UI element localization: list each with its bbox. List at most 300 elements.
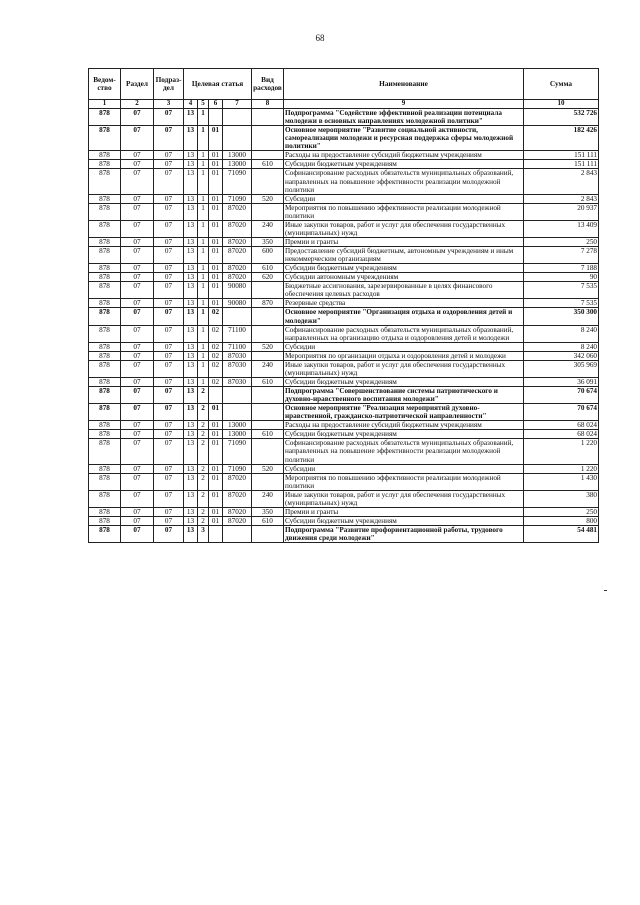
cell-razdel: 07 — [121, 109, 154, 126]
cell-program: 13 — [184, 109, 198, 126]
cell-sum: 70 674 — [524, 404, 599, 421]
cell-measure — [209, 387, 223, 404]
cell-sum: 342 060 — [524, 351, 599, 360]
cell-podrazdel: 07 — [154, 151, 184, 160]
scan-mark — [604, 590, 607, 591]
cell-razdel: 07 — [121, 516, 154, 525]
cell-program: 13 — [184, 299, 198, 308]
cell-program: 13 — [184, 169, 198, 194]
cell-measure: 01 — [209, 151, 223, 160]
table-row — [89, 490, 599, 507]
cell-direction — [223, 109, 252, 126]
cell-sum: 13 409 — [524, 220, 599, 237]
cell-podrazdel: 07 — [154, 351, 184, 360]
column-number: 6 — [209, 100, 223, 109]
cell-sum: 7 535 — [524, 299, 599, 308]
cell-razdel: 07 — [121, 360, 154, 377]
cell-vedomstvo: 878 — [89, 516, 121, 525]
cell-vedomstvo: 878 — [89, 273, 121, 282]
cell-program: 13 — [184, 351, 198, 360]
cell-vid-rashodov: 350 — [252, 237, 284, 246]
table-row — [89, 237, 599, 246]
cell-subprogram: 1 — [198, 247, 209, 264]
cell-direction: 90080 — [223, 299, 252, 308]
table-row — [89, 325, 599, 342]
cell-vid-rashodov — [252, 169, 284, 194]
cell-razdel: 07 — [121, 377, 154, 386]
cell-direction — [223, 387, 252, 404]
cell-sum: 1 430 — [524, 473, 599, 490]
cell-vedomstvo: 878 — [89, 490, 121, 507]
table-row — [89, 507, 599, 516]
column-number: 4 — [184, 100, 198, 109]
cell-name: Основное мероприятие "Организация отдыха и оздоровления детей и молодежи" — [284, 308, 524, 325]
cell-subprogram: 1 — [198, 351, 209, 360]
cell-name: Мероприятия по организации отдыха и оздоровления детей и молодежи — [284, 351, 524, 360]
cell-measure: 01 — [209, 430, 223, 439]
cell-razdel: 07 — [121, 490, 154, 507]
cell-measure: 01 — [209, 490, 223, 507]
cell-vedomstvo: 878 — [89, 237, 121, 246]
table-row — [89, 203, 599, 220]
cell-podrazdel: 07 — [154, 109, 184, 126]
table-row — [89, 404, 599, 421]
cell-sum: 151 111 — [524, 151, 599, 160]
cell-vid-rashodov: 610 — [252, 377, 284, 386]
cell-subprogram: 1 — [198, 308, 209, 325]
cell-direction: 87020 — [223, 473, 252, 490]
cell-razdel: 07 — [121, 464, 154, 473]
cell-subprogram: 2 — [198, 516, 209, 525]
cell-program: 13 — [184, 439, 198, 464]
cell-podrazdel: 07 — [154, 126, 184, 151]
cell-vid-rashodov — [252, 151, 284, 160]
cell-vid-rashodov: 520 — [252, 194, 284, 203]
cell-program: 13 — [184, 273, 198, 282]
cell-measure: 01 — [209, 160, 223, 169]
cell-direction: 71090 — [223, 464, 252, 473]
cell-program: 13 — [184, 194, 198, 203]
cell-direction: 13000 — [223, 151, 252, 160]
cell-sum: 250 — [524, 237, 599, 246]
cell-podrazdel: 07 — [154, 490, 184, 507]
cell-measure: 01 — [209, 194, 223, 203]
column-number: 5 — [198, 100, 209, 109]
cell-razdel: 07 — [121, 160, 154, 169]
cell-subprogram: 1 — [198, 377, 209, 386]
cell-subprogram: 1 — [198, 151, 209, 160]
cell-razdel: 07 — [121, 273, 154, 282]
cell-razdel: 07 — [121, 439, 154, 464]
cell-sum: 54 481 — [524, 526, 599, 543]
cell-vid-rashodov — [252, 404, 284, 421]
cell-sum: 90 — [524, 273, 599, 282]
cell-podrazdel: 07 — [154, 430, 184, 439]
cell-podrazdel: 07 — [154, 264, 184, 273]
cell-measure: 01 — [209, 169, 223, 194]
cell-podrazdel: 07 — [154, 507, 184, 516]
cell-vid-rashodov: 350 — [252, 507, 284, 516]
cell-podrazdel: 07 — [154, 247, 184, 264]
cell-measure: 01 — [209, 247, 223, 264]
cell-direction: 71090 — [223, 194, 252, 203]
cell-program: 13 — [184, 421, 198, 430]
table-row — [89, 126, 599, 151]
table-row — [89, 247, 599, 264]
cell-measure: 01 — [209, 237, 223, 246]
cell-subprogram: 1 — [198, 360, 209, 377]
cell-razdel: 07 — [121, 325, 154, 342]
cell-sum: 1 220 — [524, 439, 599, 464]
cell-vedomstvo: 878 — [89, 526, 121, 543]
cell-name: Субсидии — [284, 464, 524, 473]
cell-measure: 02 — [209, 360, 223, 377]
cell-direction: 87030 — [223, 351, 252, 360]
table-row — [89, 169, 599, 194]
cell-subprogram: 2 — [198, 473, 209, 490]
cell-measure: 01 — [209, 473, 223, 490]
table-row — [89, 151, 599, 160]
table-row — [89, 299, 599, 308]
cell-vedomstvo: 878 — [89, 220, 121, 237]
cell-vedomstvo: 878 — [89, 507, 121, 516]
cell-measure: 02 — [209, 308, 223, 325]
cell-program: 13 — [184, 160, 198, 169]
cell-vedomstvo: 878 — [89, 203, 121, 220]
cell-vid-rashodov: 620 — [252, 273, 284, 282]
cell-vedomstvo: 878 — [89, 377, 121, 386]
cell-podrazdel: 07 — [154, 526, 184, 543]
cell-direction: 71100 — [223, 325, 252, 342]
cell-program: 13 — [184, 282, 198, 299]
cell-razdel: 07 — [121, 169, 154, 194]
cell-vid-rashodov — [252, 308, 284, 325]
cell-subprogram: 1 — [198, 126, 209, 151]
cell-vid-rashodov: 610 — [252, 264, 284, 273]
cell-name: Субсидии автономным учреждениям — [284, 273, 524, 282]
cell-direction — [223, 308, 252, 325]
cell-subprogram: 1 — [198, 203, 209, 220]
table-row — [89, 109, 599, 126]
cell-measure — [209, 109, 223, 126]
cell-measure — [209, 526, 223, 543]
table-row — [89, 220, 599, 237]
cell-vid-rashodov — [252, 203, 284, 220]
cell-direction: 87020 — [223, 203, 252, 220]
cell-vid-rashodov: 520 — [252, 342, 284, 351]
cell-measure: 01 — [209, 439, 223, 464]
cell-program: 13 — [184, 526, 198, 543]
cell-sum: 8 240 — [524, 342, 599, 351]
cell-podrazdel: 07 — [154, 325, 184, 342]
cell-name: Подпрограмма "Содействие эффективной реализации потенциала молодежи в основных направлениях молодежной политики" — [284, 109, 524, 126]
table-row — [89, 264, 599, 273]
column-number: 2 — [121, 100, 154, 109]
cell-program: 13 — [184, 490, 198, 507]
cell-program: 13 — [184, 377, 198, 386]
cell-razdel: 07 — [121, 203, 154, 220]
cell-direction: 87020 — [223, 264, 252, 273]
cell-sum: 800 — [524, 516, 599, 525]
header-naimenovanie: Наименование — [284, 69, 524, 100]
cell-vedomstvo: 878 — [89, 387, 121, 404]
cell-measure: 01 — [209, 273, 223, 282]
cell-vedomstvo: 878 — [89, 473, 121, 490]
cell-measure: 01 — [209, 126, 223, 151]
cell-vid-rashodov — [252, 282, 284, 299]
cell-measure: 02 — [209, 351, 223, 360]
cell-razdel: 07 — [121, 237, 154, 246]
cell-razdel: 07 — [121, 421, 154, 430]
cell-name: Субсидии бюджетным учреждениям — [284, 430, 524, 439]
cell-vid-rashodov — [252, 526, 284, 543]
cell-vedomstvo: 878 — [89, 109, 121, 126]
cell-sum: 1 220 — [524, 464, 599, 473]
cell-program: 13 — [184, 507, 198, 516]
cell-name: Иные закупки товаров, работ и услуг для обеспечения государственных (муниципальных) нужд — [284, 490, 524, 507]
cell-measure: 01 — [209, 282, 223, 299]
cell-sum: 2 843 — [524, 194, 599, 203]
cell-direction: 87020 — [223, 490, 252, 507]
cell-razdel: 07 — [121, 282, 154, 299]
cell-measure: 01 — [209, 464, 223, 473]
cell-name: Премии и гранты — [284, 507, 524, 516]
table-row — [89, 160, 599, 169]
cell-vedomstvo: 878 — [89, 325, 121, 342]
cell-sum: 532 726 — [524, 109, 599, 126]
cell-name: Мероприятия по повышению эффективности реализации молодежной политики — [284, 203, 524, 220]
cell-name: Расходы на предоставление субсидий бюджетным учреждениям — [284, 151, 524, 160]
cell-measure: 02 — [209, 325, 223, 342]
cell-name: Субсидии бюджетным учреждениям — [284, 264, 524, 273]
cell-subprogram: 1 — [198, 342, 209, 351]
cell-vid-rashodov: 520 — [252, 464, 284, 473]
cell-subprogram: 1 — [198, 220, 209, 237]
table-row — [89, 360, 599, 377]
cell-podrazdel: 07 — [154, 160, 184, 169]
cell-sum: 305 969 — [524, 360, 599, 377]
cell-vedomstvo: 878 — [89, 247, 121, 264]
table-row — [89, 351, 599, 360]
cell-podrazdel: 07 — [154, 473, 184, 490]
cell-razdel: 07 — [121, 342, 154, 351]
cell-direction: 87020 — [223, 247, 252, 264]
cell-podrazdel: 07 — [154, 464, 184, 473]
cell-sum: 7 535 — [524, 282, 599, 299]
cell-vedomstvo: 878 — [89, 360, 121, 377]
cell-podrazdel: 07 — [154, 439, 184, 464]
cell-vid-rashodov — [252, 325, 284, 342]
column-number: 8 — [252, 100, 284, 109]
cell-subprogram: 1 — [198, 273, 209, 282]
cell-vedomstvo: 878 — [89, 421, 121, 430]
cell-subprogram: 1 — [198, 282, 209, 299]
cell-direction: 87020 — [223, 237, 252, 246]
cell-program: 13 — [184, 264, 198, 273]
cell-name: Подпрограмма "Совершенствование системы патриотического и духовно-нравственного воспитания молодежи" — [284, 387, 524, 404]
cell-vedomstvo: 878 — [89, 194, 121, 203]
cell-direction: 87030 — [223, 360, 252, 377]
cell-subprogram: 2 — [198, 387, 209, 404]
table-row — [89, 387, 599, 404]
header-vedomstvo: Ведом-ство — [89, 69, 121, 100]
cell-podrazdel: 07 — [154, 342, 184, 351]
cell-direction: 13000 — [223, 421, 252, 430]
cell-program: 13 — [184, 360, 198, 377]
cell-sum: 20 937 — [524, 203, 599, 220]
cell-sum: 250 — [524, 507, 599, 516]
cell-razdel: 07 — [121, 151, 154, 160]
cell-podrazdel: 07 — [154, 299, 184, 308]
cell-subprogram: 1 — [198, 160, 209, 169]
cell-direction: 87020 — [223, 220, 252, 237]
cell-measure: 01 — [209, 507, 223, 516]
cell-razdel: 07 — [121, 430, 154, 439]
cell-name: Софинансирование расходных обязательств муниципальных образований, направленных на организацию отдыха и оздоровления детей и молодежи — [284, 325, 524, 342]
cell-measure: 01 — [209, 299, 223, 308]
cell-name: Субсидии бюджетным учреждениям — [284, 160, 524, 169]
cell-sum: 7 278 — [524, 247, 599, 264]
table-row — [89, 377, 599, 386]
cell-name: Расходы на предоставление субсидий бюджетным учреждениям — [284, 421, 524, 430]
cell-vid-rashodov — [252, 126, 284, 151]
cell-direction: 87020 — [223, 273, 252, 282]
cell-vedomstvo: 878 — [89, 282, 121, 299]
column-number-row — [89, 100, 599, 109]
cell-program: 13 — [184, 404, 198, 421]
cell-vedomstvo: 878 — [89, 404, 121, 421]
cell-name: Субсидии — [284, 194, 524, 203]
cell-razdel: 07 — [121, 473, 154, 490]
cell-subprogram: 1 — [198, 325, 209, 342]
table-row — [89, 473, 599, 490]
cell-name: Иные закупки товаров, работ и услуг для обеспечения государственных (муниципальных) нужд — [284, 360, 524, 377]
cell-vedomstvo: 878 — [89, 126, 121, 151]
cell-subprogram: 3 — [198, 526, 209, 543]
cell-measure: 02 — [209, 342, 223, 351]
cell-name: Мероприятия по повышению эффективности реализации молодежной политики — [284, 473, 524, 490]
table-row — [89, 421, 599, 430]
cell-program: 13 — [184, 516, 198, 525]
cell-direction: 90080 — [223, 282, 252, 299]
table-row — [89, 194, 599, 203]
cell-measure: 01 — [209, 264, 223, 273]
cell-direction: 13000 — [223, 430, 252, 439]
cell-measure: 01 — [209, 421, 223, 430]
cell-program: 13 — [184, 342, 198, 351]
cell-razdel: 07 — [121, 351, 154, 360]
cell-podrazdel: 07 — [154, 194, 184, 203]
cell-measure: 01 — [209, 516, 223, 525]
cell-podrazdel: 07 — [154, 273, 184, 282]
cell-podrazdel: 07 — [154, 516, 184, 525]
cell-razdel: 07 — [121, 247, 154, 264]
cell-direction: 87020 — [223, 507, 252, 516]
column-number: 10 — [524, 100, 599, 109]
header-razdel: Раздел — [121, 69, 154, 100]
cell-podrazdel: 07 — [154, 308, 184, 325]
cell-razdel: 07 — [121, 308, 154, 325]
cell-sum: 68 024 — [524, 421, 599, 430]
cell-sum: 70 674 — [524, 387, 599, 404]
cell-name: Иные закупки товаров, работ и услуг для обеспечения государственных (муниципальных) нужд — [284, 220, 524, 237]
cell-sum: 182 426 — [524, 126, 599, 151]
cell-program: 13 — [184, 464, 198, 473]
cell-program: 13 — [184, 220, 198, 237]
cell-name: Премии и гранты — [284, 237, 524, 246]
cell-podrazdel: 07 — [154, 404, 184, 421]
cell-vid-rashodov: 610 — [252, 430, 284, 439]
cell-podrazdel: 07 — [154, 360, 184, 377]
cell-vedomstvo: 878 — [89, 264, 121, 273]
cell-vid-rashodov: 240 — [252, 360, 284, 377]
cell-razdel: 07 — [121, 387, 154, 404]
cell-vedomstvo: 878 — [89, 299, 121, 308]
cell-subprogram: 1 — [198, 299, 209, 308]
cell-name: Софинансирование расходных обязательств муниципальных образований, направленных на повышение эффективности реализации молодежной политики — [284, 439, 524, 464]
cell-vedomstvo: 878 — [89, 464, 121, 473]
cell-direction: 71090 — [223, 439, 252, 464]
cell-direction — [223, 404, 252, 421]
cell-measure: 01 — [209, 220, 223, 237]
table-row — [89, 526, 599, 543]
cell-name: Субсидии бюджетным учреждениям — [284, 377, 524, 386]
cell-vid-rashodov: 600 — [252, 247, 284, 264]
cell-vedomstvo: 878 — [89, 439, 121, 464]
cell-subprogram: 1 — [198, 237, 209, 246]
cell-subprogram: 2 — [198, 404, 209, 421]
cell-program: 13 — [184, 126, 198, 151]
cell-sum: 36 091 — [524, 377, 599, 386]
cell-vid-rashodov: 240 — [252, 220, 284, 237]
cell-razdel: 07 — [121, 526, 154, 543]
cell-vid-rashodov — [252, 351, 284, 360]
cell-vid-rashodov: 240 — [252, 490, 284, 507]
cell-name: Резервные средства — [284, 299, 524, 308]
cell-name: Основное мероприятие "Реализация мероприятий духовно-нравственной, гражданско-патриотической направленности" — [284, 404, 524, 421]
cell-name: Предоставление субсидий бюджетным, автономным учреждениям и иным некоммерческим организациям — [284, 247, 524, 264]
cell-subprogram: 1 — [198, 109, 209, 126]
cell-vedomstvo: 878 — [89, 351, 121, 360]
cell-sum: 68 024 — [524, 430, 599, 439]
table-row — [89, 282, 599, 299]
cell-name: Субсидии — [284, 342, 524, 351]
cell-vedomstvo: 878 — [89, 430, 121, 439]
cell-vedomstvo: 878 — [89, 151, 121, 160]
cell-subprogram: 2 — [198, 464, 209, 473]
header-summa: Сумма — [524, 69, 599, 100]
cell-program: 13 — [184, 387, 198, 404]
cell-name: Субсидии бюджетным учреждениям — [284, 516, 524, 525]
cell-sum: 7 188 — [524, 264, 599, 273]
cell-sum: 2 843 — [524, 169, 599, 194]
cell-name: Основное мероприятие "Развитие социальной активности, самореализации молодежи и ресурсная поддержка сферы молодежной политики" — [284, 126, 524, 151]
cell-program: 13 — [184, 237, 198, 246]
cell-name: Софинансирование расходных обязательств муниципальных образований, направленных на повышение эффективности реализации молодежной политики — [284, 169, 524, 194]
cell-vid-rashodov — [252, 109, 284, 126]
cell-podrazdel: 07 — [154, 169, 184, 194]
table-row — [89, 308, 599, 325]
table-row — [89, 464, 599, 473]
cell-name: Бюджетные ассигнования, зарезервированные в целях финансового обеспечения целевых расходов — [284, 282, 524, 299]
cell-razdel: 07 — [121, 126, 154, 151]
cell-program: 13 — [184, 247, 198, 264]
cell-razdel: 07 — [121, 507, 154, 516]
cell-subprogram: 1 — [198, 169, 209, 194]
cell-vid-rashodov — [252, 439, 284, 464]
cell-program: 13 — [184, 473, 198, 490]
cell-direction: 87020 — [223, 516, 252, 525]
